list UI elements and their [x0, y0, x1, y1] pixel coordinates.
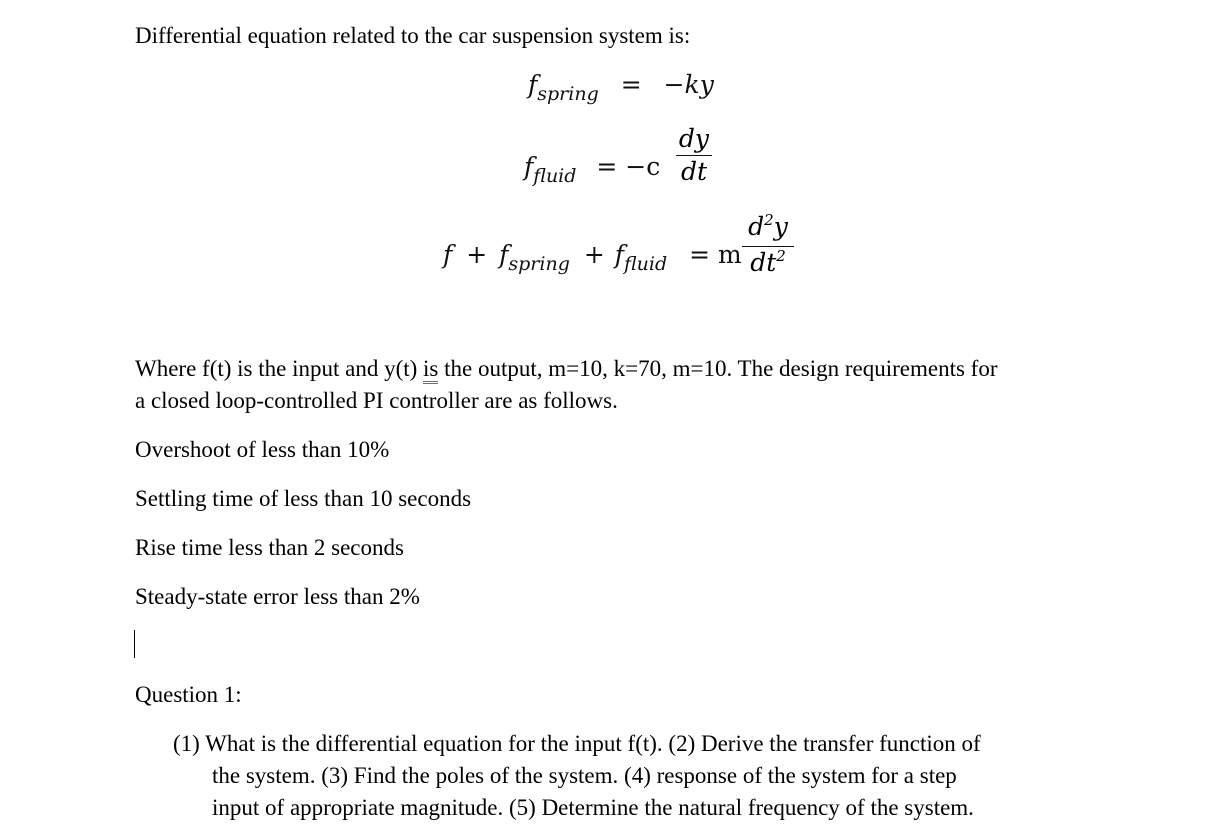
paragraph-line-1: [135, 353, 998, 385]
eq3-plus-1: +: [466, 240, 488, 269]
eq3-num-d: d: [748, 212, 765, 241]
eq3-f-spring: f: [499, 240, 509, 269]
question-line-2: the system. (3) Find the poles of the system. (4) response of the system for a step: [212, 763, 957, 788]
eq2-numerator: dy: [678, 124, 710, 153]
equation-newton: [443, 240, 742, 275]
eq2-fraction: [676, 124, 712, 187]
eq2-fraction-bar: [676, 155, 712, 156]
equation-spring-force: [528, 70, 714, 105]
eq3-numerator: [742, 212, 794, 245]
paragraph-line-2: a closed loop-controlled PI controller are as follows.: [135, 388, 618, 413]
text-cursor[interactable]: [134, 630, 135, 658]
eq3-den-exponent: 2: [776, 247, 786, 265]
eq3-fraction: [742, 212, 794, 281]
para-line1-b: the output, m=10, k=70, m=10. The design requirements for: [438, 356, 998, 381]
eq3-equals: = m: [689, 240, 742, 269]
question-line-3: input of appropriate magnitude. (5) Determine the natural frequency of the system.: [212, 795, 974, 820]
intro-text: Differential equation related to the car suspension system is:: [135, 23, 691, 48]
eq1-lhs: f: [528, 70, 538, 99]
requirement-overshoot: Overshoot of less than 10%: [135, 437, 390, 462]
requirement-steady-state-error: Steady-state error less than 2%: [135, 584, 420, 609]
eq3-denominator: [742, 248, 794, 281]
eq2-lhs: f: [524, 152, 534, 181]
eq1-equals: =: [620, 70, 642, 99]
eq3-plus-2: +: [583, 240, 605, 269]
eq2-lhs-subscript: fluid: [533, 165, 577, 187]
eq1-lhs-subscript: spring: [537, 83, 599, 105]
question-heading: Question 1:: [135, 682, 242, 707]
eq3-f-fluid: f: [614, 240, 624, 269]
equation-fluid-force: [524, 152, 661, 187]
eq3-f: f: [443, 240, 453, 269]
para-grammar-flag[interactable]: is: [423, 356, 438, 384]
para-line1-a: Where f(t) is the input and y(t): [135, 356, 424, 381]
eq3-num-y: y: [773, 212, 788, 241]
eq3-den-dt: dt: [750, 248, 777, 277]
eq1-rhs: −ky: [663, 70, 714, 99]
eq3-fluid-subscript: fluid: [624, 253, 668, 275]
eq3-spring-subscript: spring: [508, 253, 570, 275]
requirement-rise-time: Rise time less than 2 seconds: [135, 535, 404, 560]
eq3-num-exponent: 2: [764, 211, 774, 229]
eq2-denominator: dt: [680, 157, 708, 186]
eq2-equals: = −c: [596, 152, 661, 181]
eq3-fraction-bar: [742, 246, 794, 247]
question-line-1: (1) What is the differential equation for the input f(t). (2) Derive the transfer function of: [173, 731, 981, 756]
requirement-settling-time: Settling time of less than 10 seconds: [135, 486, 472, 511]
